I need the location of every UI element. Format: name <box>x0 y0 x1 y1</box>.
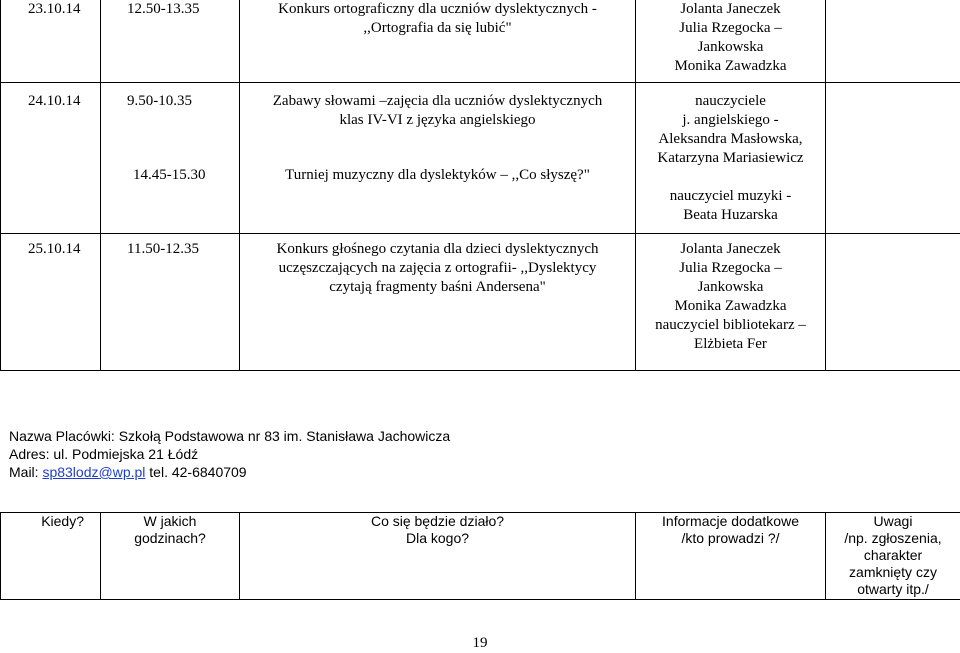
organizer: Katarzyna Mariasiewicz <box>636 149 825 168</box>
date-cell <box>1 234 101 371</box>
notes-cell <box>826 0 960 83</box>
organizer: Jankowska <box>636 278 825 297</box>
organizers-cell <box>636 0 826 83</box>
organizer: Beata Huzarska <box>636 206 825 225</box>
event-description: ,,Ortografia da się lubić" <box>240 19 635 38</box>
time-cell <box>101 234 240 371</box>
organizer: nauczyciel bibliotekarz – <box>636 316 825 335</box>
event-description: uczęszczających na zajęcia z ortografii- ,,Dyslektycy <box>240 259 635 278</box>
column-heading: zamknięty czy <box>828 564 958 581</box>
organizer: Aleksandra Masłowska, <box>636 130 825 149</box>
time-cell <box>101 0 240 83</box>
header-hours <box>101 513 240 600</box>
column-heading: W jakich <box>103 513 237 530</box>
event-description: Zabawy słowami –zajęcia dla uczniów dyslektycznych <box>240 92 635 111</box>
date-cell <box>1 83 101 234</box>
organizer: nauczyciele <box>636 92 825 111</box>
event-date: 25.10.14 <box>28 240 100 259</box>
column-heading: Kiedy? <box>3 513 84 530</box>
event-time: 14.45-15.30 <box>127 166 239 185</box>
organizer: Julia Rzegocka – <box>636 259 825 278</box>
column-heading: /np. zgłoszenia, <box>828 530 958 547</box>
event-description: Turniej muzyczny dla dyslektyków – ,,Co słyszę?" <box>240 166 635 185</box>
event-description: klas IV-VI z języka angielskiego <box>240 111 635 130</box>
header-what <box>240 513 636 600</box>
table-row <box>1 83 960 234</box>
organizer: Monika Zawadzka <box>636 57 825 76</box>
event-description: Konkurs głośnego czytania dla dzieci dyslektycznych <box>240 240 635 259</box>
organizer: Julia Rzegocka – <box>636 19 825 38</box>
time-cell <box>101 83 240 234</box>
event-time: 9.50-10.35 <box>127 92 239 111</box>
column-heading: otwarty itp./ <box>828 581 958 598</box>
notes-cell <box>826 234 960 371</box>
phone-number: tel. 42-6840709 <box>145 464 246 480</box>
organizers-cell <box>636 234 826 371</box>
column-heading: Co się będzie działo? <box>242 513 633 530</box>
organizer: Jolanta Janeczek <box>636 240 825 259</box>
column-heading: Uwagi <box>828 513 958 530</box>
column-heading: charakter <box>828 547 958 564</box>
header-info <box>636 513 826 600</box>
event-time: 11.50-12.35 <box>127 240 239 259</box>
school-info <box>9 428 450 482</box>
mail-label: Mail: <box>9 464 42 480</box>
event-date: 24.10.14 <box>28 92 100 111</box>
header-when <box>1 513 101 600</box>
column-heading: Dla kogo? <box>242 530 633 547</box>
email-link[interactable]: sp83lodz@wp.pl <box>42 464 145 480</box>
column-heading: /kto prowadzi ?/ <box>638 530 823 547</box>
organizers-cell <box>636 83 826 234</box>
header-table <box>0 512 960 600</box>
school-contact <box>9 464 450 482</box>
event-description: Konkurs ortograficzny dla uczniów dyslektycznych - <box>240 0 635 19</box>
organizer: Elżbieta Fer <box>636 335 825 354</box>
event-time: 12.50-13.35 <box>127 0 239 19</box>
column-heading: Informacje dodatkowe <box>638 513 823 530</box>
organizer: Jolanta Janeczek <box>636 0 825 19</box>
page-number: 19 <box>0 634 960 653</box>
table-row <box>1 513 960 600</box>
organizer: Monika Zawadzka <box>636 297 825 316</box>
event-cell <box>240 83 636 234</box>
column-heading: godzinach? <box>103 530 237 547</box>
table-row <box>1 0 960 83</box>
event-date: 23.10.14 <box>28 0 100 19</box>
event-cell <box>240 234 636 371</box>
table-row <box>1 234 960 371</box>
school-address: Adres: ul. Podmiejska 21 Łódź <box>9 446 450 464</box>
organizer: Jankowska <box>636 38 825 57</box>
event-cell <box>240 0 636 83</box>
school-name: Nazwa Placówki: Szkołą Podstawowa nr 83 im. Stanisława Jachowicza <box>9 428 450 446</box>
organizer: j. angielskiego - <box>636 111 825 130</box>
header-notes <box>826 513 960 600</box>
event-description: czytają fragmenty baśni Andersena" <box>240 278 635 297</box>
notes-cell <box>826 83 960 234</box>
organizer: nauczyciel muzyki - <box>636 187 825 206</box>
date-cell <box>1 0 101 83</box>
